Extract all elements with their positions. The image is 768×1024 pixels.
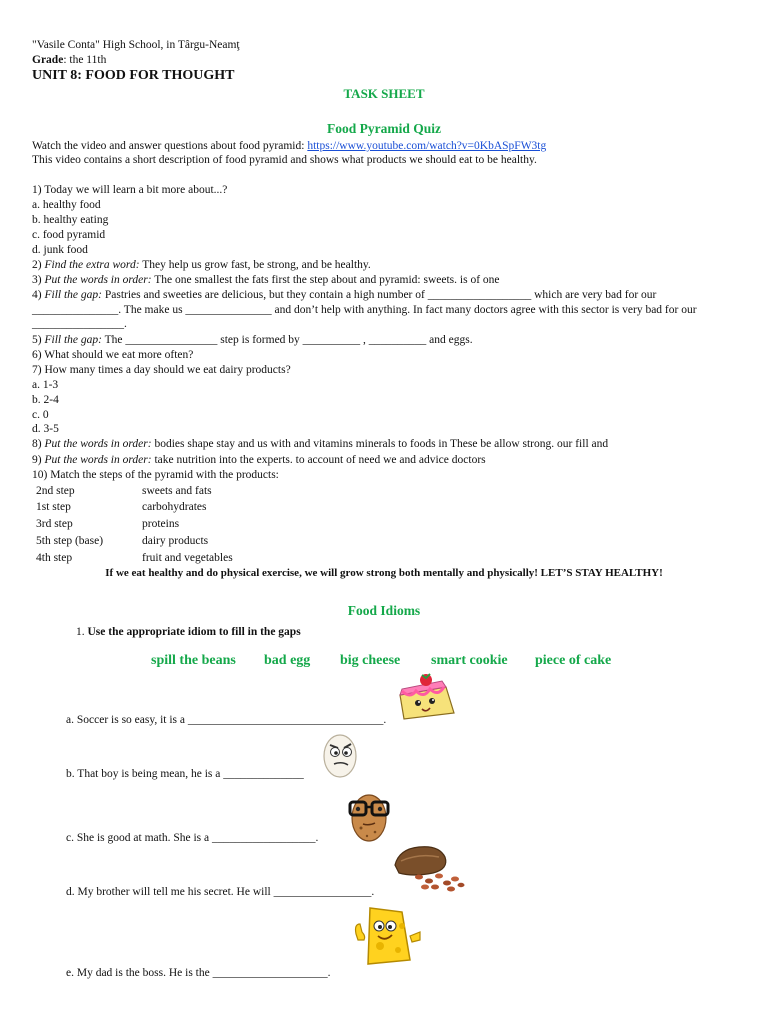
idiom-word: smart cookie: [431, 653, 508, 668]
q-num: 8): [32, 438, 45, 450]
idiom-sentence-c: c. She is good at math. She is a __________________.: [66, 832, 319, 844]
q7-option: a. 1-3: [32, 379, 59, 391]
match-product: dairy products: [142, 535, 209, 547]
q1-option: d. junk food: [32, 244, 88, 256]
school-name: "Vasile Conta" High School, in Târgu-Neamţ: [32, 39, 240, 51]
question-10: 10) Match the steps of the pyramid with the products:: [32, 469, 279, 481]
q-text: They help us grow fast, be strong, and be healthy.: [139, 259, 371, 271]
q-instr: Put the words in order:: [44, 454, 152, 466]
video-link[interactable]: https://www.youtube.com/watch?v=0KbASpFW3tg: [307, 140, 547, 152]
question-4: [32, 288, 656, 302]
cake-slice-icon: [396, 673, 458, 723]
match-product: carbohydrates: [142, 501, 207, 513]
q-num: 4): [32, 289, 45, 301]
question-5: [32, 333, 473, 347]
quiz-intro: [32, 139, 546, 153]
grade-label: Grade: [32, 54, 64, 66]
grade-value: : the 11th: [63, 54, 107, 66]
question-8: [32, 437, 608, 451]
bean-sack-icon: [389, 843, 467, 893]
idiom-sentence-a: a. Soccer is so easy, it is a __________________________________.: [66, 714, 387, 726]
q7-option: c. 0: [32, 409, 49, 421]
question-7: 7) How many times a day should we eat dairy products?: [32, 364, 291, 376]
question-2: [32, 258, 371, 272]
q1-option: c. food pyramid: [32, 229, 106, 241]
q7-option: b. 2-4: [32, 394, 59, 406]
q-instr: Put the words in order:: [44, 274, 152, 286]
match-step: 3rd step: [36, 518, 73, 530]
q-instr: Fill the gap:: [44, 334, 102, 346]
instruction-text: Use the appropriate idiom to fill in the gaps: [87, 626, 301, 638]
q-instr: Find the extra word:: [44, 259, 140, 271]
q-num: 5): [32, 334, 45, 346]
q-text: The one smallest the fats first the step about and pyramid: sweets. is of one: [151, 274, 500, 286]
idiom-word: big cheese: [340, 653, 401, 668]
grade-line: [32, 53, 106, 67]
q-text: The ________________ step is formed by __________ , __________ and eggs.: [101, 334, 473, 346]
match-step: 1st step: [36, 501, 71, 513]
question-4-line2: _______________. The make us _______________ and don’t help with anything. In fact many doctors agree with this sector is very bad for our: [32, 304, 697, 316]
match-product: fruit and vegetables: [142, 552, 233, 564]
cheese-icon: [350, 902, 422, 968]
intro-text: Watch the video and answer questions about food pyramid:: [32, 140, 308, 152]
match-step: 5th step (base): [36, 535, 104, 547]
q1-option: b. healthy eating: [32, 214, 109, 226]
question-1: 1) Today we will learn a bit more about...?: [32, 184, 228, 196]
match-product: sweets and fats: [142, 485, 212, 497]
idioms-title: Food Idioms: [347, 603, 421, 618]
idiom-word: piece of cake: [535, 653, 612, 668]
q-num: 3): [32, 274, 45, 286]
quiz-title: Food Pyramid Quiz: [327, 121, 441, 136]
smart-cookie-icon: [345, 786, 393, 844]
q-text: Pastries and sweeties are delicious, but they contain a high number of __________________ which are very bad for our: [101, 289, 657, 301]
instruction-num: 1.: [76, 626, 88, 638]
match-step: 4th step: [36, 552, 73, 564]
question-3: [32, 273, 500, 287]
q-num: 9): [32, 454, 45, 466]
idiom-sentence-d: d. My brother will tell me his secret. He will _________________.: [66, 886, 375, 898]
task-sheet-heading: TASK SHEET: [343, 86, 425, 101]
closing-message: If we eat healthy and do physical exercise, we will grow strong both mentally and physically! LET’S STAY HEALTHY!: [105, 567, 663, 579]
idiom-word: bad egg: [264, 653, 311, 668]
match-step: 2nd step: [36, 485, 75, 497]
unit-title: UNIT 8: FOOD FOR THOUGHT: [32, 68, 235, 83]
idiom-word: spill the beans: [151, 653, 236, 668]
q-instr: Fill the gap:: [44, 289, 102, 301]
q-num: 2): [32, 259, 45, 271]
egg-icon: [320, 731, 360, 779]
idioms-instruction: [76, 625, 301, 639]
q-text: bodies shape stay and us with and vitamins minerals to foods in These be allow strong. our fill and: [151, 438, 609, 450]
q1-option: a. healthy food: [32, 199, 101, 211]
q-instr: Put the words in order:: [44, 438, 152, 450]
question-6: 6) What should we eat more often?: [32, 349, 194, 361]
quiz-intro-2: This video contains a short description of food pyramid and shows what products we should eat to be healthy.: [32, 154, 537, 166]
idiom-sentence-b: b. That boy is being mean, he is a ______________: [66, 768, 304, 780]
q-text: take nutrition into the experts. to account of need we and advice doctors: [151, 454, 486, 466]
question-9: [32, 453, 486, 467]
match-product: proteins: [142, 518, 180, 530]
idiom-sentence-e: e. My dad is the boss. He is the ____________________.: [66, 967, 331, 979]
q7-option: d. 3-5: [32, 423, 59, 435]
question-4-line3: ________________.: [32, 318, 127, 330]
